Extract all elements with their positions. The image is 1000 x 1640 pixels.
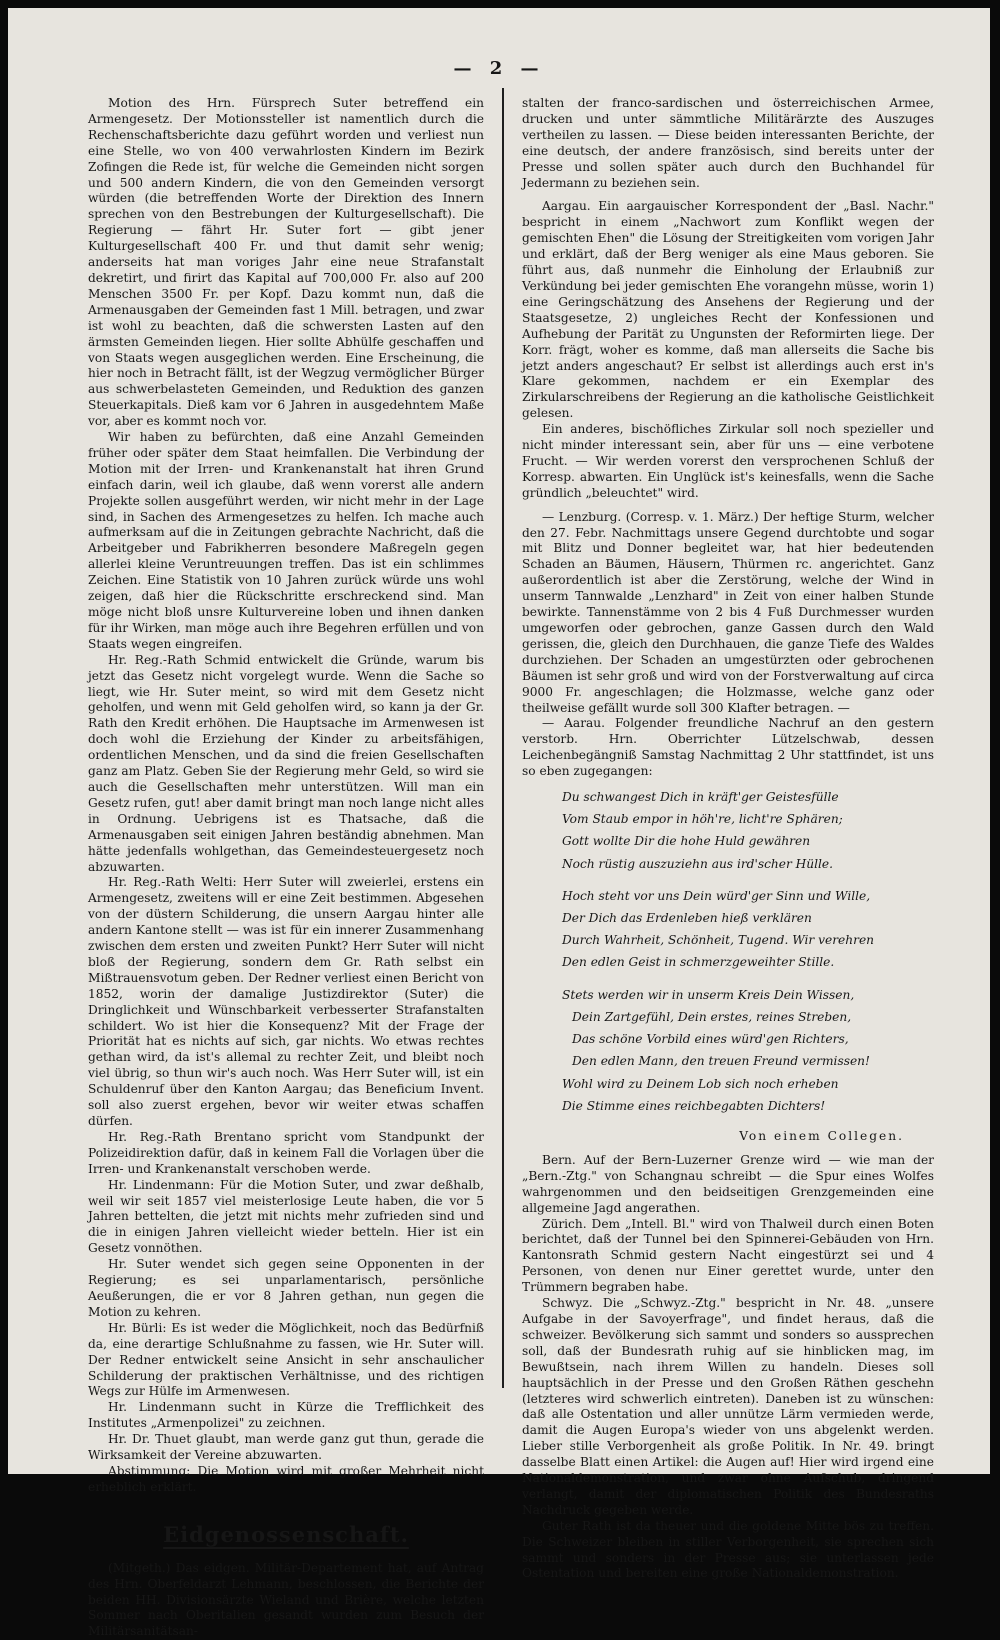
poem-line: Das schöne Vorbild eines würd'gen Richters, [572, 1032, 849, 1047]
poem-line: Durch Wahrheit, Schönheit, Tugend. Wir verehren [562, 933, 874, 948]
paragraph: — Lenzburg. (Corresp. v. 1. März.) Der heftige Sturm, welcher den 27. Febr. Nachmittags unsere Gegend durchtobte und sogar mit Blitz und Donner begleitet war, hat hier bedeutenden Schaden an Bäumen, Häusern, Thürmen rc. angerichtet. Ganz außerordentlich ist aber die Zerstörung, welche der Wind in unserm Tannwalde „Lenzhard" in Zeit von einer halben Stunde bewirkte. Tannenstämme von 2 bis 4 Fuß Durchmesser wurden umgeworfen oder gebrochen, ganze Gassen durch den Wald gerissen, die, gleich den Durchhauen, die ganze Tiefe des Waldes durchziehen. Der Schaden an umgestürzten oder gebrochenen Bäumen ist sehr groß und wird von der Forstverwaltung auf circa 9000 Fr. angeschlagen; die Holzmasse, welche ganz oder theilweise gefällt wurde soll 300 Klafter betragen. — [522, 509, 934, 715]
poem-signature: Von einem Collegen. [739, 1128, 904, 1143]
paragraph: (Mitgeth.) Das eidgen. Militär-Departement hat, auf Antrag des Hrn. Oberfeldarzt Lehmann, beschlossen, die Berichte der beiden HH. Divisionsärzte Wieland und Brière, welche letzten Sommer nach Oberitalien gesandt wurden zum Besuch der Militärsanitätsan- [88, 1560, 484, 1639]
paragraph: Zürich. Dem „Intell. Bl." wird von Thalweil durch einen Boten berichtet, daß der Tunnel bei den Spinnerei-Gebäuden von Hrn. Kantonsrath Schmid gestern Nacht eingestürzt sei und 4 Personen, von denen nur Einer gerettet wurde, unter den Trümmern begraben habe. [522, 1216, 934, 1295]
section-heading: Eidgenossenschaft. [163, 1521, 409, 1547]
paragraph: Hr. Dr. Thuet glaubt, man werde ganz gut thun, gerade die Wirksamkeit der Vereine abzuwarten. [88, 1432, 484, 1463]
newspaper-page [8, 8, 990, 1639]
paragraph: — Aarau. Folgender freundliche Nachruf an den gestern verstorb. Hrn. Oberrichter Lützelschwab, dessen Leichenbegängniß Samstag Nachmittag 2 Uhr stattfindet, ist uns so eben zugegangen: [522, 716, 934, 779]
left-column [88, 96, 484, 1640]
page-number: — 2 — [453, 58, 545, 79]
paragraph: Guter Rath ist da theuer und die goldene Mitte bös zu treffen. Die Schweizer bleiben in stiller Verborgenheit, sie sprechen sich sammt und sonders in der Presse aus; sie unterlassen jede Ostentation und bereiten eine große Nationaldemonstration. [522, 1518, 934, 1581]
paragraph: stalten der franco-sardischen und österreichischen Armee, drucken und unter sämmtliche Militärärzte des Auszuges vertheilen zu lassen. — Diese beiden interessanten Berichte, der eine deutsch, der andere französisch, sind bereits unter der Presse und sollen später auch durch den Buchhandel für Jedermann zu beziehen sein. [522, 96, 934, 190]
poem-line: Den edlen Geist in schmerzgeweihter Stille. [562, 955, 835, 970]
paragraph: Hr. Suter wendet sich gegen seine Opponenten in der Regierung; es sei unparlamentarisch, persönliche Aeußerungen, die er vor 8 Jahren gethan, nun gegen die Motion zu kehren. [88, 1257, 484, 1319]
paragraph: Ein anderes, bischöfliches Zirkular soll noch spezieller und nicht minder interessant sein, aber für uns — eine verbotene Frucht. — Wir werden vorerst den versprochenen Schluß der Korresp. abwarten. Ein Unglück ist's keinesfalls, wenn die Sache gründlich „beleuchtet" wird. [522, 422, 934, 500]
left-paragraphs-b [88, 1561, 484, 1640]
poem-line: Der Dich das Erdenleben hieß verklären [562, 911, 812, 926]
paragraph: Bern. Auf der Bern-Luzerner Grenze wird — wie man der „Bern.-Ztg." von Schangnau schreibt — die Spur eines Wolfes wahrgenommen und den beidseitigen Grenzgemeinden eine allgemeine Jagd angerathen. [522, 1152, 934, 1215]
paragraph: Abstimmung: Die Motion wird mit großer Mehrheit nicht erheblich erklärt. [88, 1463, 484, 1494]
poem-line: Die Stimme eines reichbegabten Dichters! [562, 1098, 826, 1113]
column-divider [502, 88, 504, 1388]
poem-line: Noch rüstig auszuziehn aus ird'scher Hülle. [562, 856, 834, 871]
poem [522, 786, 934, 1117]
right-paragraphs-b [522, 1153, 934, 1582]
poem-line: Den edlen Mann, den treuen Freund vermissen! [572, 1054, 870, 1069]
paragraph: Schwyz. Die „Schwyz.-Ztg." bespricht in Nr. 48. „unsere Aufgabe in der Savoyerfrage", und findet heraus, daß die schweizer. Bevölkerung sich sammt und sonders so aussprechen soll, daß der Bundesrath ruhig auf sie hinblicken mag, im Bewußtsein, nach ihrem Willen zu handeln. Dieses soll hauptsächlich in der Presse und den Großen Räthen geschehn (letzteres wird schwerlich eintreten). Daneben ist zu wünschen: daß alle Ostentation und aller unnütze Lärm vermieden werde, damit die Augen Europa's wieder von uns abgelenkt werden. Lieber stille Verborgenheit als große Politik. In Nr. 49. bringt dasselbe Blatt einen Artikel: die Augen auf! Hier wird irgend eine Nationaldemonstration, und zwar ohne Aufschub, dringend verlangt, damit der diplomatischen Politik des Bundesraths Nachdruck gegeben werde. [522, 1296, 934, 1517]
poem-line: Hoch steht vor uns Dein würd'ger Sinn und Wille, [562, 888, 871, 903]
paragraph: Hr. Lindenmann: Für die Motion Suter, und zwar deßhalb, weil wir seit 1857 viel meisterlosige Leute haben, die vor 5 Jahren bettelten, die jetzt mit nichts mehr zufrieden sind und die in einigen Jahren vielleicht wieder betteln. Hier ist ein Gesetz vonnöthen. [88, 1177, 484, 1256]
poem-line: Gott wollte Dir die hohe Huld gewähren [562, 834, 811, 849]
paragraph: Hr. Reg.-Rath Brentano spricht vom Standpunkt der Polizeidirektion dafür, daß in keinem Fall die Vorlagen über die Irren- und Krankenanstalt verschoben werde. [88, 1129, 484, 1176]
poem-stanza [562, 984, 934, 1117]
poem-line: Dein Zartgefühl, Dein erstes, reines Streben, [572, 1009, 852, 1024]
poem-line: Du schwangest Dich in kräft'ger Geistesfülle [562, 790, 839, 805]
paragraph: Wir haben zu befürchten, daß eine Anzahl Gemeinden früher oder später dem Staat heimfallen. Die Verbindung der Motion mit der Irren- und Krankenanstalt hat ihren Grund einfach darin, weil ich glaube, daß wenn vorerst alle andern Projekte sollen ausgeführt werden, wir nicht mehr in der Lage sind, in Sachen des Armengesetzes zu helfen. Ich mache auch aufmerksam auf die in Zeitungen gebrachte Nachricht, daß die Arbeitgeber und Fabrikherren besondere Maßregeln gegen allerlei kleine Veruntreuungen treffen. Das ist ein schlimmes Zeichen. Eine Statistik von 10 Jahren zurück würde uns wohl zeigen, daß hier die Rückschritte erschreckend sind. Man möge nicht bloß unsre Kulturvereine loben und ihnen danken für ihr Wirken, man möge auch ihre Begehren erfüllen und von Staats wegen eingreifen. [88, 430, 484, 651]
poem-stanza [562, 885, 934, 974]
paragraph: Motion des Hrn. Fürsprech Suter betreffend ein Armengesetz. Der Motionssteller ist namentlich durch die Rechenschaftsberichte dazu geführt worden und verliest nun eine Stelle, wo von 400 verwahrlosten Kindern im Bezirk Zofingen die Rede ist, für welche die Gemeinden nicht sorgen und 500 andern Kindern, die von den Gemeinden versorgt würden (die betreffenden Worte der Direktion des Innern sprechen von den Bestrebungen der Kulturgesellschaft). Die Regierung — fährt Hr. Suter fort — gibt jener Kulturgesellschaft 400 Fr. und thut damit sehr wenig; anderseits hat man voriges Jahr eine neue Strafanstalt dekretirt, und firirt das Kapital auf 700,000 Fr. also auf 200 Menschen 3500 Fr. per Kopf. Dazu kommt nun, daß die Armenausgaben der Gemeinden fast 1 Mill. betragen, und zwar ist wohl zu beachten, daß die schwersten Lasten auf den ärmsten Gemeinden liegen. Hier sollte Abhülfe geschaffen und von Staats wegen ausgeglichen werden. Eine Erscheinung, die hier noch in Betracht fällt, ist der Wegzug vermöglicher Bürger aus schwerbelasteten Gemeinden, und Reduktion des ganzen Steuerkapitals. Dieß kam vor 6 Jahren in ausgedehntem Maße vor, aber es kommt noch vor. [88, 96, 484, 429]
paragraph: Aargau. Ein aargauischer Korrespondent der „Basl. Nachr." bespricht in einem „Nachwort zum Konflikt wegen der gemischten Ehen" die Lösung der Streitigkeiten vom vorigen Jahr und erklärt, daß der Berg weniger als eine Maus geboren. Sie führt aus, daß nunmehr die Einholung der Erlaubniß zur Verkündung bei jeder gemischten Ehe vorangehn müsse, worin 1) eine Geringschätzung des Ansehens der Regierung und der Staatsgesetze, 2) ungleiches Recht der Konfessionen und Aufhebung der Parität zu Ungunsten der Reformirten liege. Der Korr. frägt, woher es komme, daß man allerseits die Sache bis jetzt anders angeschaut? Er selbst ist allerdings auch erst in's Klare gekommen, nachdem er ein Exemplar des Zirkularschreibens der Regierung an die katholische Geistlichkeit gelesen. [522, 199, 934, 421]
paragraph: Hr. Reg.-Rath Schmid entwickelt die Gründe, warum bis jetzt das Gesetz nicht vorgelegt wurde. Wenn die Sache so liegt, wie Hr. Suter meint, so wird mit dem Gesetz nicht geholfen, und wenn mit Geld geholfen wird, so kann ja der Gr. Rath den Kredit erhöhen. Die Hauptsache im Armenwesen ist doch wohl die Erziehung der Kinder zu arbeitsfähigen, ordentlichen Menschen, und da sind die freien Gesellschaften ganz am Platz. Geben Sie der Regierung mehr Geld, so wird sie auch die Gesellschaften mehr unterstützen. Will man ein Gesetz rufen, gut! aber damit bringt man noch lange nicht alles in Ordnung. Uebrigens ist es Thatsache, daß die Armenausgaben seit einigen Jahren beständig abnehmen. Man hätte jedenfalls wohlgethan, das Gemeindesteuergesetz noch abzuwarten. [88, 652, 484, 874]
left-paragraphs-a [88, 96, 484, 1496]
paragraph: Hr. Lindenmann sucht in Kürze die Trefflichkeit des Institutes „Armenpolizei" zu zeichnen. [88, 1400, 484, 1431]
poem-stanza [562, 786, 934, 875]
right-column [522, 96, 934, 1582]
poem-line: Vom Staub empor in höh're, licht're Sphären; [562, 812, 843, 827]
paragraph: Hr. Bürli: Es ist weder die Möglichkeit, noch das Bedürfniß da, eine derartige Schlußnahme zu fassen, wie Hr. Suter will. Der Redner entwickelt seine Ansicht in sehr anschaulicher Schilderung der praktischen Verhältnisse, und des richtigen Wegs zur Hülfe im Armenwesen. [88, 1320, 484, 1399]
right-paragraphs-a [522, 96, 934, 780]
poem-line: Stets werden wir in unserm Kreis Dein Wissen, [562, 987, 855, 1002]
poem-line: Wohl wird zu Deinem Lob sich noch erheben [562, 1076, 839, 1091]
paragraph: Hr. Reg.-Rath Welti: Herr Suter will zweierlei, erstens ein Armengesetz, zweitens will er eine Zeit bestimmen. Abgesehen von der düstern Schilderung, die unsern Aargau hinter alle andern Kantone stellt — was ist für ein innerer Zusammenhang zwischen dem ersten und zweiten Punkt? Herr Suter will nicht bloß der Regierung, sondern dem Gr. Rath selbst ein Mißtrauensvotum geben. Der Redner verliest einen Bericht von 1852, worin der damalige Justizdirektor (Suter) die Dringlichkeit und Wünschbarkeit verbesserter Strafanstalten schildert. Wo ist hier die Konsequenz? Mit der Frage der Priorität hat es nichts auf sich, gar nichts. Wo etwas rechtes gethan wird, da ist's allemal zu rechter Zeit, und bleibt noch viel übrig, so thun wir's auch noch. Was Herr Suter will, ist ein Schuldenruf über den Kanton Aargau; das Beneficium Invent. soll also zuerst ergehen, bevor wir weiter etwas schaffen dürfen. [88, 875, 484, 1128]
